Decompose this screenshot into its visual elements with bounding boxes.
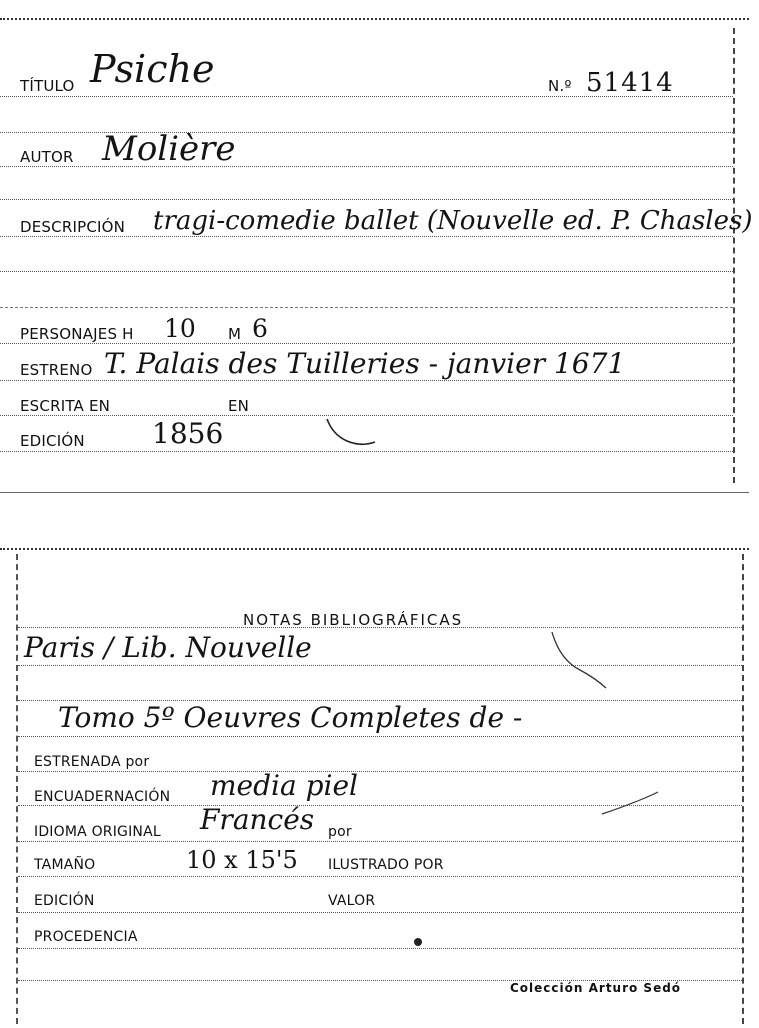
personajes-m-value: 6 [252,314,268,343]
idioma-por-label: por [328,824,352,840]
pen-stroke-mark [550,630,610,690]
edicion2-label: EDICIÓN [34,893,95,909]
valor-label: VALOR [328,893,376,909]
card-edge-top [0,18,749,20]
card-edge-bottom [0,492,749,493]
personajes-h-value: 10 [164,314,196,343]
catalog-card-main [0,0,759,495]
rule-line [0,271,733,272]
rule-line [0,307,733,308]
idioma-label: IDIOMA ORIGINAL [34,824,161,840]
autor-value: Molière [102,129,236,169]
rule-line [0,199,733,200]
rule-line [18,948,742,949]
rule-line [18,876,742,877]
pen-stroke-mark [325,415,385,450]
nota-line-1: Paris / Lib. Nouvelle [24,631,312,664]
procedencia-label: PROCEDENCIA [34,929,138,945]
estreno-value: T. Palais des Tuilleries - janvier 1671 [104,347,626,380]
rule-line [0,451,733,452]
rule-line [18,841,742,842]
card-edge-left [16,554,18,1024]
pen-stroke-mark [600,790,660,820]
encuadernacion-value: media piel [210,769,358,802]
card-edge-top [0,548,749,550]
notas-title: NOTAS BIBLIOGRÁFICAS [243,611,464,629]
card-edge-right [742,554,744,1024]
rule-line [0,236,733,237]
escrita-en-label: EN [228,397,250,415]
card-edge-right [733,28,735,483]
titulo-value: Psiche [90,47,215,91]
titulo-label: TÍTULO [20,77,75,95]
rule-line [18,912,742,913]
edicion-value: 1856 [152,417,224,450]
ilustrado-label: ILUSTRADO POR [328,857,444,873]
personajes-h-label: PERSONAJES H [20,325,134,343]
numero-value: 51414 [586,68,674,98]
rule-line [18,771,742,772]
nota-line-2: Tomo 5º Oeuvres Completes de - [58,701,523,734]
edicion-label: EDICIÓN [20,432,85,450]
rule-line [18,665,742,666]
rule-line [0,380,733,381]
rule-line [0,343,733,344]
estrenada-label: ESTRENADA por [34,754,150,770]
collection-stamp: Colección Arturo Sedó [510,981,682,995]
rule-line [18,736,742,737]
autor-label: AUTOR [20,148,74,166]
estreno-label: ESTRENO [20,361,93,379]
encuadernacion-label: ENCUADERNACIÓN [34,789,171,805]
tamano-value: 10 x 15'5 [186,846,298,874]
personajes-m-label: M [228,325,242,343]
numero-label: N.º [548,77,572,95]
descripcion-value: tragi-comedie ballet (Nouvelle ed. P. Chasles) [153,206,753,236]
tamano-label: TAMAÑO [34,857,96,873]
catalog-card-notes [0,540,759,1028]
escrita-label: ESCRITA EN [20,397,111,415]
idioma-value: Francés [200,803,315,836]
ink-dot [410,932,430,952]
descripcion-label: DESCRIPCIÓN [20,218,126,236]
